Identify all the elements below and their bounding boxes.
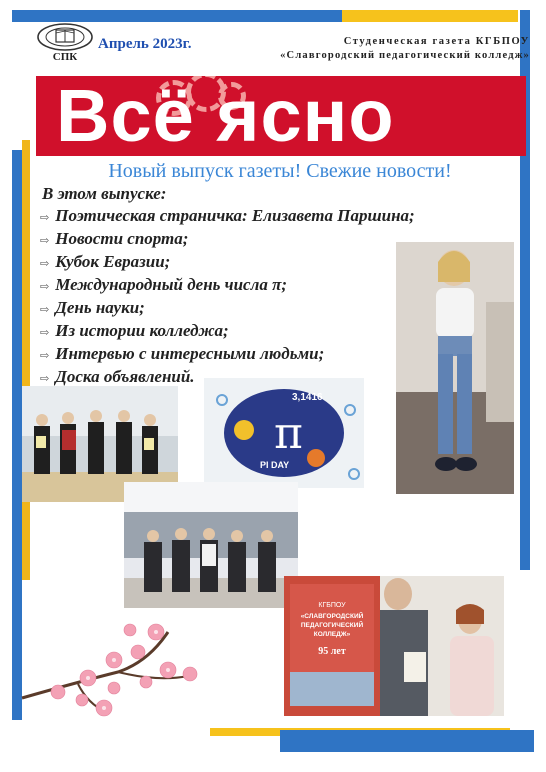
- contents-item: ⇨ Доска объявлений.: [40, 367, 195, 386]
- arrow-icon: ⇨: [40, 234, 50, 247]
- left-yellow-stripe: [22, 140, 30, 580]
- arrow-icon: ⇨: [40, 257, 50, 270]
- contents-item: ⇨ Из истории колледжа;: [40, 321, 229, 340]
- svg-text:π: π: [274, 408, 303, 459]
- arrow-icon: ⇨: [40, 349, 50, 362]
- arrow-icon: ⇨: [40, 211, 50, 224]
- interview-photo: [284, 576, 504, 716]
- contents-item: ⇨ Кубок Евразии;: [40, 252, 171, 271]
- contents-item: ⇨ День науки;: [40, 298, 145, 317]
- contents-item: ⇨ Новости спорта;: [40, 229, 189, 248]
- masthead-title: Всё ясно: [56, 76, 395, 156]
- award-group-photo: [124, 482, 298, 608]
- banner-years: 95 лет: [318, 646, 346, 657]
- arrow-icon: ⇨: [40, 326, 50, 339]
- college-logo: [36, 22, 94, 66]
- arrow-icon: ⇨: [40, 372, 50, 385]
- contents-item: ⇨ Поэтическая страничка: Елизавета Паршина;: [40, 206, 415, 225]
- cherry-blossom-decoration: [18, 612, 218, 722]
- arrow-icon: ⇨: [40, 280, 50, 293]
- top-blue-stripe: [12, 10, 342, 22]
- banner-org: КГБПОУ: [318, 602, 346, 609]
- pi-day-number: 3,1416: [292, 392, 323, 403]
- publisher-line-1: Студенческая газета КГБПОУ: [343, 36, 530, 47]
- contents-item: ⇨ Интервью с интересными людьми;: [40, 344, 325, 363]
- contents-title: В этом выпуске:: [42, 184, 167, 203]
- contents-item: ⇨ Международный день числа π;: [40, 275, 288, 294]
- poet-photo: [396, 242, 514, 494]
- publisher-line-2: «Славгородский педагогический колледж»: [280, 50, 530, 61]
- masthead: [36, 76, 526, 156]
- banner-name: «СЛАВГОРОДСКИЙ ПЕДАГОГИЧЕСКИЙ КОЛЛЕДЖ»: [300, 613, 364, 638]
- pi-day-photo: [204, 378, 364, 488]
- issue-date: Апрель 2023г.: [98, 36, 192, 52]
- arrow-icon: ⇨: [40, 303, 50, 316]
- logo-text: СПК: [52, 51, 78, 63]
- bottom-blue-stripe: [280, 730, 534, 752]
- headline: Новый выпуск газеты! Свежие новости!: [108, 160, 452, 182]
- pi-day-label: PI DAY: [260, 460, 290, 470]
